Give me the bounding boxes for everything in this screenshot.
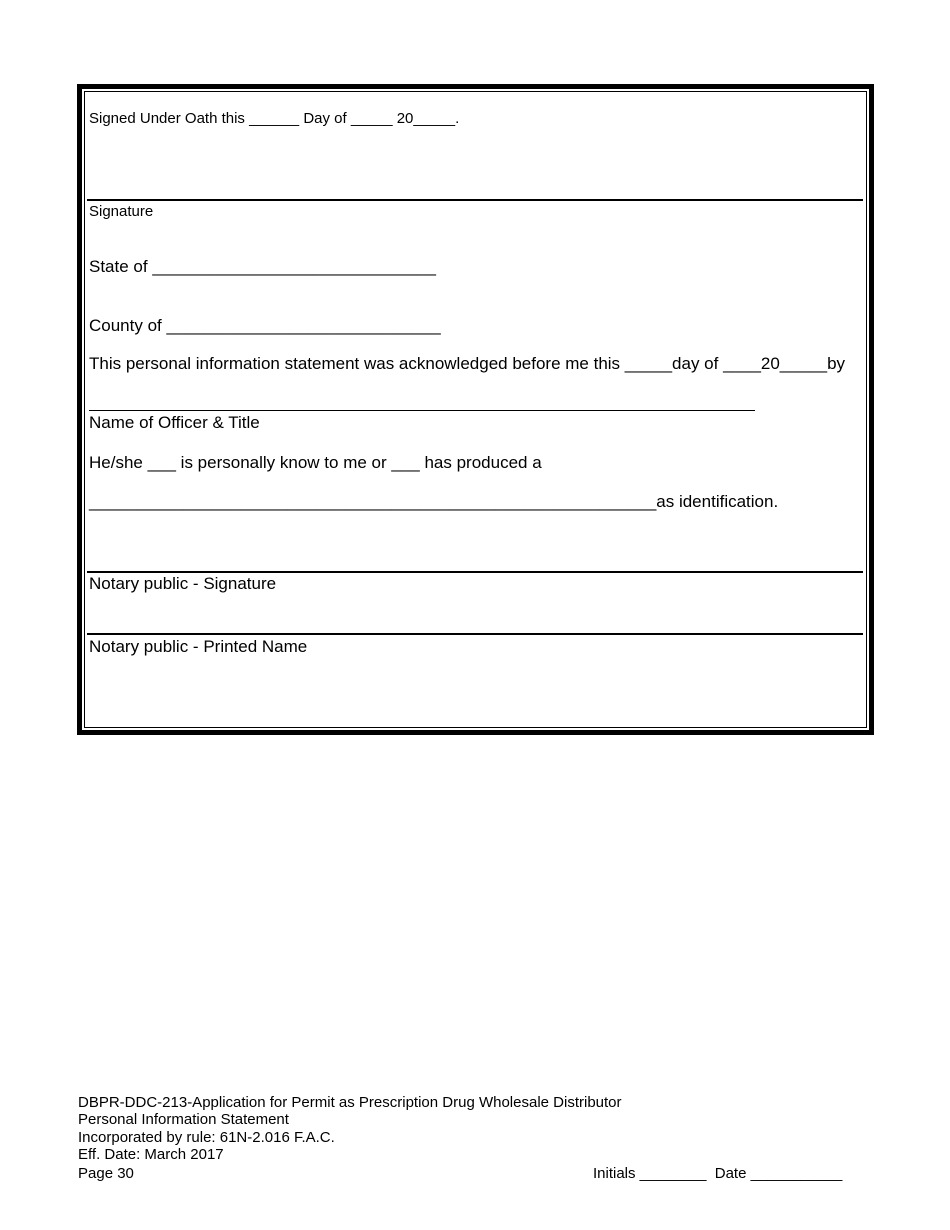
footer-form-subtitle: Personal Information Statement [78,1111,289,1128]
identification-text: ____________________________________________________________as identification. [89,492,779,511]
footer-initials-date: Initials ________ Date ___________ [593,1165,843,1182]
county-of-field: County of _____________________________ [89,316,441,335]
notary-printed-name-line [87,633,863,635]
personally-known-text: He/she ___ is personally know to me or ___ has produced a [89,453,542,472]
footer-form-title: DBPR-DDC-213-Application for Permit as Prescription Drug Wholesale Distributor [78,1094,622,1111]
footer-rule: Incorporated by rule: 61N-2.016 F.A.C. [78,1129,335,1146]
notary-signature-label: Notary public - Signature [89,574,277,593]
signed-under-oath-text: Signed Under Oath this ______ Day of _____ 20_____. [89,110,460,127]
notary-printed-name-label: Notary public - Printed Name [89,637,308,656]
signature-label: Signature [89,203,154,220]
footer-effective-date: Eff. Date: March 2017 [78,1146,224,1163]
officer-line [89,410,755,411]
state-of-field: State of ______________________________ [89,257,436,276]
notary-signature-line [87,571,863,573]
signature-line [87,199,863,201]
officer-label: Name of Officer & Title [89,413,260,432]
acknowledgement-text: This personal information statement was acknowledged before me this _____day of ____20_____by [89,354,846,373]
footer-page-number: Page 30 [78,1165,134,1182]
